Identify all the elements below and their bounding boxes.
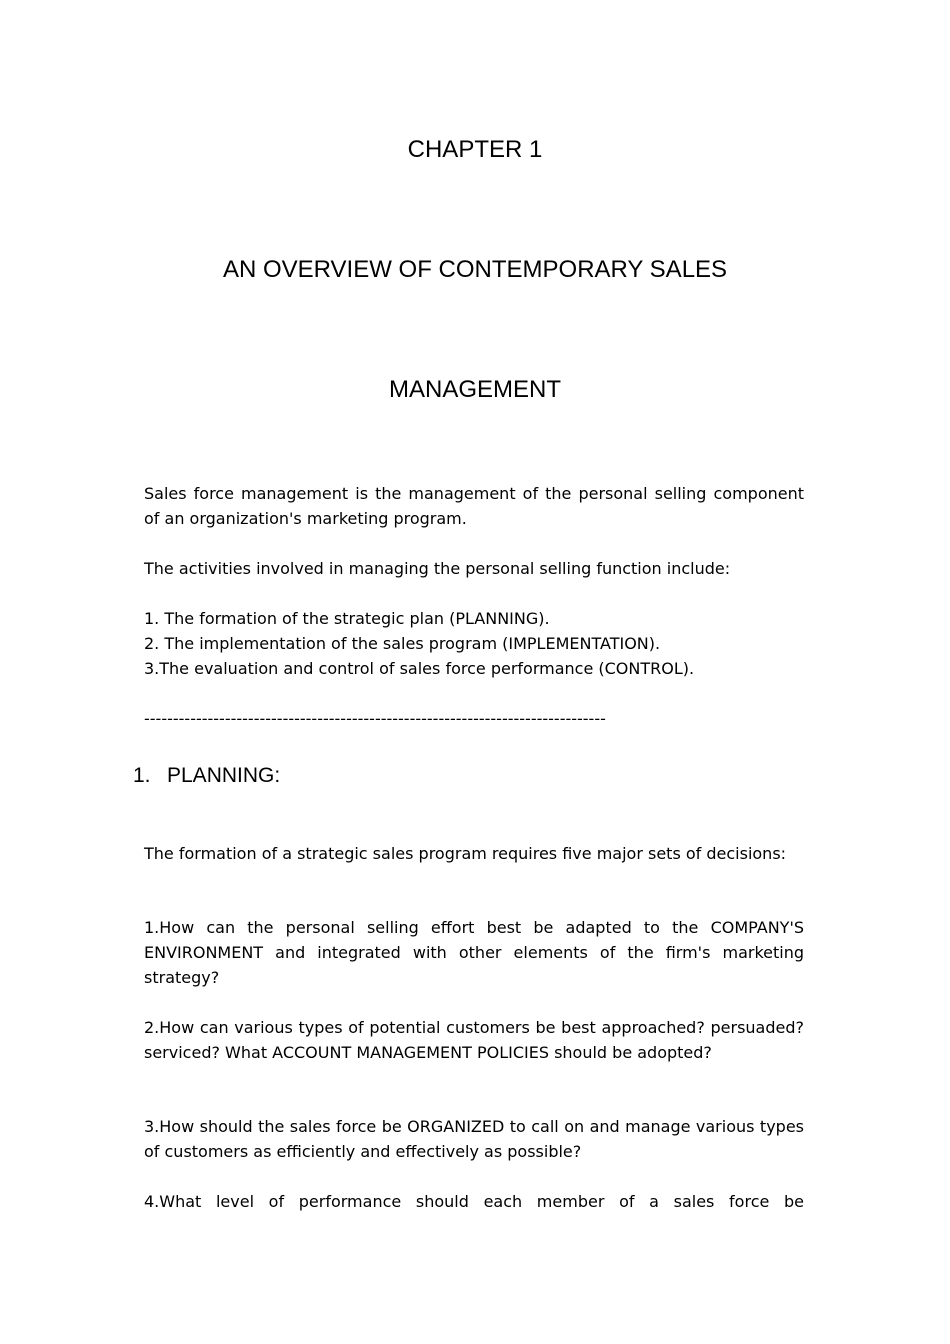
planning-question-2: 2.How can various types of potential customers be best approached? persuaded? serviced? What ACCOUNT MANAGEMENT POLICIES should be adopted? [144,1018,804,1062]
planning-question-4: 4.What level of performance should each member of a sales force be [144,1192,804,1211]
chapter-title-line-2: MANAGEMENT [388,376,561,403]
chapter-title-line-1: AN OVERVIEW OF CONTEMPORARY SALES [222,256,728,283]
section-number: 1. [133,764,151,787]
section-title: PLANNING: [167,764,281,787]
planning-question-3: 3.How should the sales force be ORGANIZED to call on and manage various types of customers as efficiently and effectively as possible? [144,1117,804,1161]
activity-item-planning: 1. The formation of the strategic plan (PLANNING). [144,609,550,628]
section-heading-planning [133,763,280,789]
divider-line: -------------------------------------------------------------------------------- [144,709,606,728]
activities-intro: The activities involved in managing the personal selling function include: [144,559,731,578]
chapter-label: CHAPTER 1 [407,136,543,163]
definition-paragraph: Sales force management is the management of the personal selling component of an organization's marketing program. [144,484,804,528]
planning-intro-paragraph: The formation of a strategic sales program requires five major sets of decisions: [144,844,787,863]
planning-question-1: 1.How can the personal selling effort best be adapted to the COMPANY'S ENVIRONMENT and integrated with other elements of the firm's marketing strategy? [144,918,804,987]
activity-item-control: 3.The evaluation and control of sales force performance (CONTROL). [144,659,695,678]
activity-item-implementation: 2. The implementation of the sales program (IMPLEMENTATION). [144,634,661,653]
